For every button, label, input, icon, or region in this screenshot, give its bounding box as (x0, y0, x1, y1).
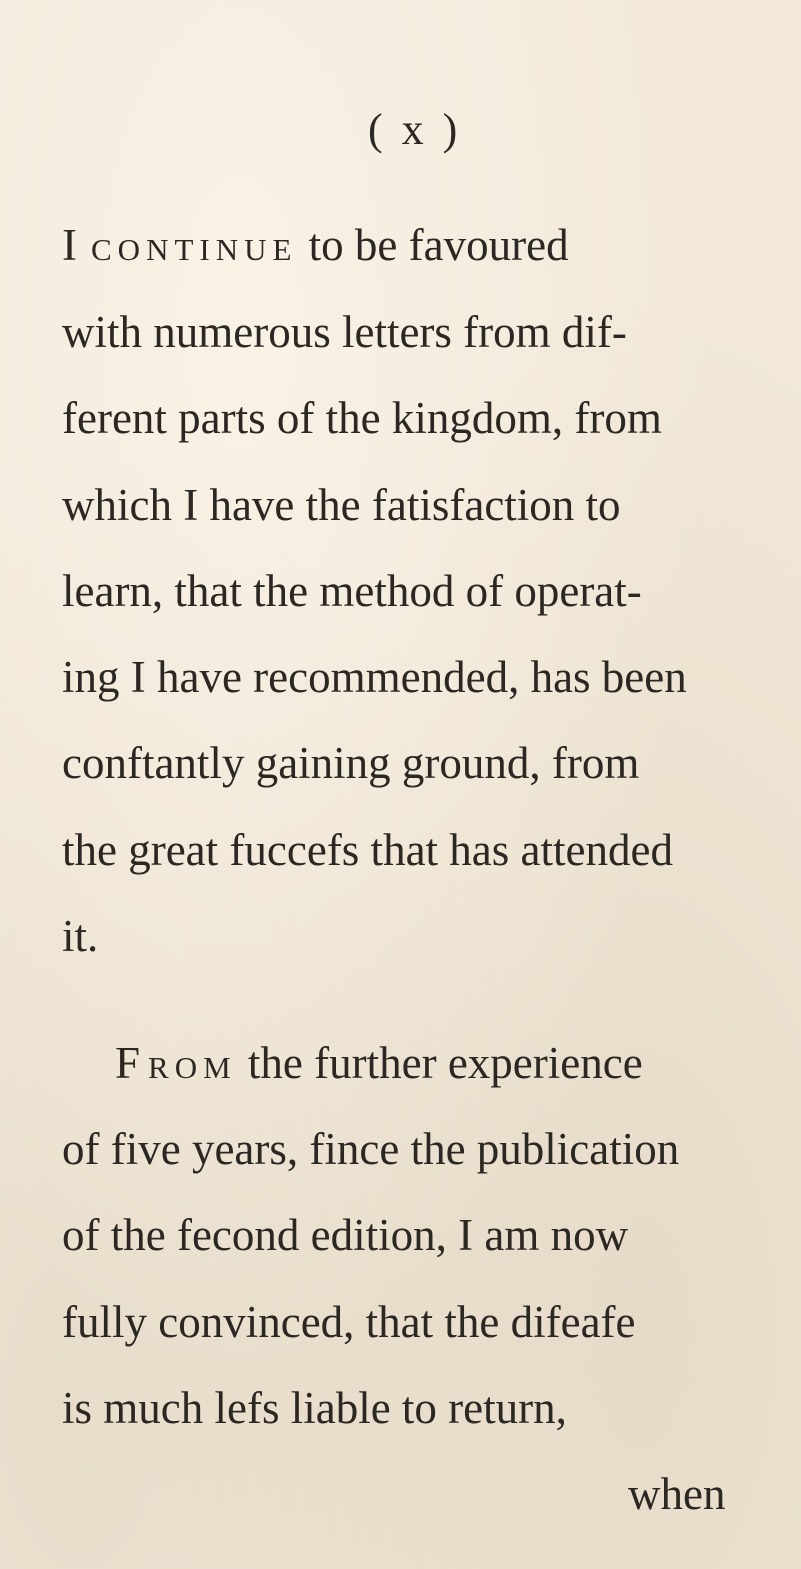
text-line: it. (62, 910, 99, 961)
lead-small-caps: CONTINUE (91, 232, 298, 268)
line-text: the further experience (236, 1037, 643, 1088)
line-text: to be favoured (297, 220, 569, 271)
text-line: conftantly gaining ground, from (62, 738, 640, 789)
text-line (62, 215, 569, 280)
text-line (115, 1033, 643, 1098)
lead-capital: I (62, 220, 77, 271)
text-line: of the fecond edition, I am now (62, 1210, 629, 1261)
text-line: of five years, fince the publication (62, 1124, 680, 1175)
text-line: fully convinced, that the difeafe (62, 1296, 636, 1347)
catchword: when (628, 1469, 726, 1520)
text-line: ing I have recommended, has been (62, 652, 687, 703)
lead-capital: F (115, 1037, 141, 1088)
text-line: ferent parts of the kingdom, from (62, 393, 662, 444)
page-number: ( x ) (368, 104, 462, 154)
text-line: is much lefs liable to return, (62, 1382, 567, 1433)
text-line: with numerous letters from dif- (62, 307, 627, 358)
text-line: learn, that the method of operat- (62, 565, 642, 616)
text-line: the great fuccefs that has attended (62, 824, 673, 875)
lead-small-caps: ROM (148, 1049, 237, 1085)
text-line: which I have the fatisfaction to (62, 479, 621, 530)
